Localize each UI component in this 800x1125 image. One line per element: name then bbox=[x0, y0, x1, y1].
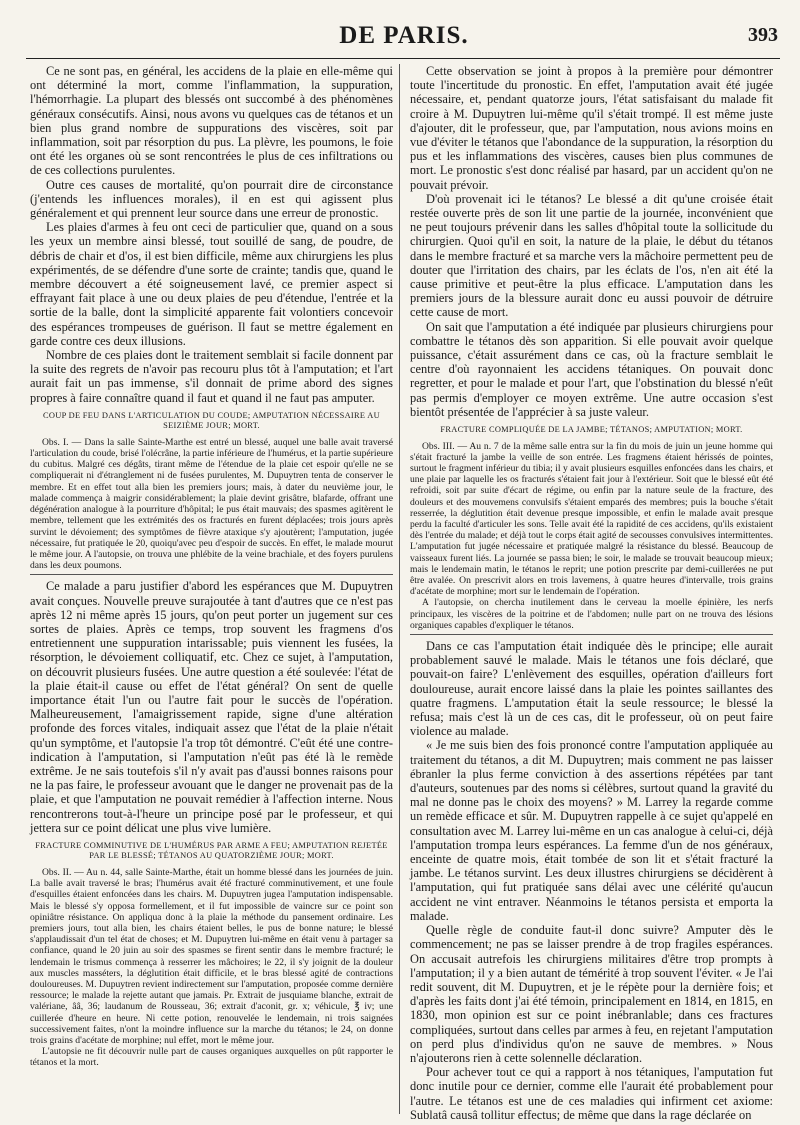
observation-1: Obs. I. — Dans la salle Sainte-Marthe est entré un blessé, auquel une balle avait traversé l'articulation du coude, brisé l'olécrâne, la partie inférieure de l'humérus, et la partie supérieure du cubitus. Malgré ces dégâts, tirant même de l'étendue de la plaie cet espoir qu'elle ne se compliquerait ni d'étranglement ni de fusées purulentes, M. Dupuytren tenta de conserver le membre. Et en effet tout alla bien les premiers jours; mais, à dater du neuvième jour, le malade commença à maigrir considérablement; la plaie devint grisâtre, blafarde, offrant une dégénération analogue à la pourriture d'hôpital; le pus était mauvais; des spasmes agitèrent le membre, tellement que les extrémités des os fracturés en furent déplacées; trois jours après survint le dévoiement; des symptômes de fièvre ataxique s'y ajoutèrent; l'amputation, jugée nécessaire, fut pratiquée le 20, quoiqu'avec peu d'espoir de succès. En effet, le malade mourut le même jour. A l'autopsie, on trouva une phlébite de la veine brachiale, et des foyers purulens dans les deux poumons. bbox=[30, 436, 393, 572]
page-header bbox=[30, 14, 778, 54]
paragraph: On sait que l'amputation a été indiquée par plusieurs chirurgiens pour combattre le tétanos dès son apparition. Si elle pouvait avoir quelque puissance, c'était assurément dans ce cas, où la fracture semblait le centre d'où rayonnaient les accidens tétaniques. On pouvait donc regretter, et pour le malade et pour l'art, que l'obstination du blessé n'eût pas permis d'employer ce moyen extrême. Une autre occasion s'est bientôt présentée de l'apprécier à sa juste valeur. bbox=[410, 319, 773, 419]
divider bbox=[30, 574, 393, 575]
right-column bbox=[410, 64, 773, 1122]
running-title: DE PARIS. bbox=[339, 22, 469, 49]
column-separator bbox=[399, 64, 400, 1114]
observation-3: Obs. III. — Au n. 7 de la même salle entra sur la fin du mois de juin un jeune homme qui s'était fracturé la jambe la veille de son entrée. Les fragmens étaient hérissés de pointes, surtout le fragment inférieur du tibia; il y avait plusieurs esquilles enfoncées dans les chairs, et une plaie par laquelle les os fracturés s'étaient fait jour à l'extérieur. Soit que le blessé eût été refroidi, soit par suite d'écart de régime, ou enfin par la nature seule de la fracture, des douleurs et des mouvemens convulsifs s'étaient emparés des membres; puis la bouche s'était resserrée, la déglutition était devenue presque impossible, et enfin le malade avait presque perdu la faculté d'articuler les sons. Telle avait été la rapidité de ces accidens, qu'ils existaient dès l'entrée du malade; et déjà tout le corps était agité de secousses convulsives intermittentes. L'amputation fut jugée nécessaire et pratiquée malgré la résistance du blessé. Beaucoup de vaisseaux furent liés. La journée se passa bien; le soir, le malade se trouvait beaucoup mieux; mais le lendemain matin, le tétanos le reprit; une potion prescrite par demi-cuillerées ne put être avalée. On prescrivit alors en trois lavemens, à quatre heures d'intervalle, trois grains d'acétate de morphine; mort sur le lendemain de l'opération. bbox=[410, 440, 773, 598]
paragraph: Ce ne sont pas, en général, les accidens de la plaie en elle-même qui ont déterminé la mort, comme l'inflammation, la suppuration, l'hémorrhagie. La plupart des blessés ont succombé à des phénomènes généraux consécutifs. Ainsi, nous avons vu quelques cas de tétanos et un bien plus grand nombre de suppurations des viscères, soit par inflammation, soit par résorption du pus. La plèvre, les poumons, le foie ont été les organes où se sont rencontrées le plus de ces infiltrations ou de ces collections purulentes. bbox=[30, 64, 393, 178]
observation-2: Obs. II. — Au n. 44, salle Sainte-Marthe, était un homme blessé dans les journées de juin. La balle avait traversé le bras; l'humérus avait été fracturé comminutivement, et une foule d'esquilles étaient enfoncées dans les chairs. M. Dupuytren jugea l'amputation indispensable. Mais le blessé s'y opposa formellement, et il fut impossible de vaincre sur ce point son opiniâtre résistance. On appliqua donc à la plaie la méthode du pansement ordinaire. Les premiers jours, tout alla bien, les chairs étaient belles, le pus de bonne nature; le blessé s'applaudissait d'un tel état de choses; et M. Dupuytren lui-même en était venu à partager sa confiance, quand le 20 juin au soir des spasmes se firent sentir dans le membre fracturé; le lendemain le trismus commença à resserrer les mâchoires; le 22, il s'y joignit de la douleur aux muscles masséters, la déglutition était difficile, et le bras blessé agité de contractions douloureuses. M. Dupuytren revient indirectement sur l'amputation, proposée comme dernière ressource; le malade la rejette autant que jamais. Pr. Extrait de jusquiame blanche, extrait de valériane, ââ, 36; laudanum de Rousseau, 36; extrait d'aconit, gr. x; véhicule, ℥ iv; une cuillerée d'heure en heure. Ni cette potion, renouvelée le lendemain, ni trois saignées successivement faites, n'ont la moindre influence sur la marche du tétanos; le 24, on donne trois grains d'acétate de morphine; nul effet, mort le même jour. bbox=[30, 866, 393, 1047]
observation-2-autopsy: L'autopsie ne fit découvrir nulle part de causes organiques auxquelles on pût rapporter le tétanos et la mort. bbox=[30, 1046, 393, 1069]
paragraph: « Je me suis bien des fois prononcé contre l'amputation appliquée au traitement du tétanos, a dit M. Dupuytren; mais comment ne pas laisser ébranler la plus ferme conviction à des assertions répétées par tant d'auteurs, soutenues par des noms si célèbres, surtout quand la gravité du mal ne donne pas le choix des moyens? » M. Larrey la regarde comme un remède efficace et sûr. M. Dupuytren rappelle à ce sujet qu'appelé en consultation avec M. Larrey lui-même en un cas analogue à celui-ci, déjà l'amputation trompa leurs espérances. La femme d'un de nos généraux, enceinte de quatre mois, était tombée de son lit et s'était fracturé la jambe. Le tétanos survint. Les deux illustres chirurgiens se décidèrent à l'amputation, qui fut pratiquée sans délai avec une célérité qu'aucun accident ne vint entraver. Néanmoins le tétanos persista et emporta la malade. bbox=[410, 738, 773, 923]
section-heading-obs-3: FRACTURE COMPLIQUÉE DE LA JAMBE; TÉTANOS; AMPUTATION; MORT. bbox=[440, 425, 743, 435]
paragraph: Nombre de ces plaies dont le traitement semblait si facile donnent par la suite des regrets de n'avoir pas recouru plus tôt à l'amputation; et l'art aurait fait un pas immense, s'il donnait de prime abord des signes propres à faire connaître quand il faut et quand il ne faut pas amputer. bbox=[30, 348, 393, 405]
paragraph: D'où provenait ici le tétanos? Le blessé a dit qu'une croisée était restée ouverte près de son lit une partie de la journée, inconvénient que ne peut toujours prévenir dans les salles d'hôpital toute la sollicitude du chirurgien. Quoi qu'il en soit, la nature de la plaie, le début du tétanos dans le membre fracturé et sa marche vers la mâchoire permettent peu de douter que l'irritation des chairs, par les éclats de l'os, n'en ait été la cause primitive et peut-être la plus efficace. L'amputation dans les premiers jours de la blessure aurait donc eu aussi pouvoir de détruire cette cause de mort. bbox=[410, 191, 773, 320]
section-heading-obs-1: COUP DE FEU DANS L'ARTICULATION DU COUDE; AMPUTATION NÉCESSAIRE AU SEIZIÈME JOUR; MORT. bbox=[43, 410, 380, 431]
divider bbox=[410, 634, 773, 635]
header-rule bbox=[26, 58, 780, 59]
left-column bbox=[30, 64, 393, 1114]
paragraph: Outre ces causes de mortalité, qu'on pourrait dire de circonstance (j'entends les influences morales), il en est qui agissent plus généralement et qui prennent leur source dans une erreur de pronostic. bbox=[30, 177, 393, 221]
section-heading-obs-2: FRACTURE COMMINUTIVE DE L'HUMÉRUS PAR ARME A FEU; AMPUTATION REJETÉE PAR LE BLESSÉ; TÉTANOS AU QUATORZIÈME JOUR; MORT. bbox=[35, 840, 388, 861]
paragraph: Les plaies d'armes à feu ont ceci de particulier que, quand on a sous les yeux un membre ainsi blessé, tout souillé de sang, de poudre, de débris de chair et d'os, il est bien difficile, même aux chirurgiens les plus expérimentés, de se défendre d'une sorte de crainte; tandis que, quand le membre découvert a été soigneusement lavé, ce premier aspect si effrayant fait place à une ou deux plaies de peu d'étendue, l'entrée et la sortie de la balle, dont la simplicité apparente fait volontiers concevoir des espérances trompeuses de guérison. Il faut se mettre également en garde contre ces deux illusions. bbox=[30, 220, 393, 348]
observation-3-autopsy: A l'autopsie, on chercha inutilement dans le cerveau la moelle épinière, les nerfs principaux, les viscères de la poitrine et de l'abdomen; nulle part on ne trouva des lésions organiques capables d'expliquer le tétanos. bbox=[410, 597, 773, 631]
page-number: 393 bbox=[748, 24, 778, 46]
paragraph: Ce malade a paru justifier d'abord les espérances que M. Dupuytren avait conçues. Nouvelle preuve surajoutée à tant d'autres que ce n'est pas après 12 ni même après 15 jours, qu'on peut porter un jugement sur ces sortes de plaies. Après ce temps, trop souvent les fragmens d'os entretiennent une suppuration intarissable; puis viennent les fusées, la résorption, le dévoiement colliquatif, etc. Chez ce sujet, à l'amputation, on découvrit plusieurs fusées. Une autre question a été soulevée: l'état de la plaie était-il cause ou effet de l'état général? On sent de quelle importance était l'un ou l'autre fait pour le succès de l'opération. Malheureusement, l'amaigrissement rapide, signe d'une altération profonde des forces vitales, indiquait assez que l'état de la plaie n'était qu'un symptôme, et l'autopsie l'a trop tôt démontré. C'eût été une contre-indication à l'amputation, si l'amputation n'eût pas été là le remède extrême. Je ne sais toutefois s'il n'y avait pas d'aussi bonnes raisons pour ne la pas faire, le professeur avouant que le danger ne provenait pas de la plaie, et que l'amputation ne pouvait remédier à l'affection interne. Nous rencontrerons tout-à-l'heure un principe posé par le professeur, et qui jettera sur ce point délicat une plus vive lumière. bbox=[30, 579, 393, 835]
paragraph: Quelle règle de conduite faut-il donc suivre? Amputer dès le commencement; ne pas se laisser prendre à de trop fragiles espérances. On accusait autrefois les chirurgiens militaires d'être trop prompts à l'amputation; il y a bien autant de témérité à trop souvent l'éviter. « Je l'ai redit souvent, dit M. Dupuytren, et je le répète pour la dernière fois; et d'après les faits dont j'ai été témoin, principalement en 1814, en 1815, en 1830, mon opinion est sur ce point inébranlable; dans ces fractures compliquées, surtout dans celles par armes à feu, en rejetant l'amputation on perd plus d'individus qu'on ne sauve de membres. » Nous n'ajouterons rien à cette solennelle déclaration. bbox=[410, 923, 773, 1065]
paragraph: Pour achever tout ce qui a rapport à nos tétaniques, l'amputation fut donc inutile pour ce dernier, comme elle l'aurait été probablement pour l'autre. Le tétanos est une de ces maladies qui infirment cet axiome: Sublatâ causâ tollitur effectus; de même que dans la rage déclarée on bbox=[410, 1065, 773, 1122]
paragraph: Cette observation se joint à propos à la première pour démontrer toute l'incertitude du pronostic. En effet, l'amputation avait été jugée nécessaire, et, pendant quatorze jours, l'état satisfaisant du malade fit croire à M. Dupuytren lui-même qu'il s'était trompé. Il est même juste d'ajouter, dit le professeur, que, par l'amputation, nous avions moins en vue d'éviter le tétanos que l'abondance de la suppuration, la résorption du pus et les inflammations des viscères, causes bien plus communes de mort. Le pronostic s'est donc réalisé par hasard, par un accident qu'on ne pouvait prévoir. bbox=[410, 64, 773, 192]
paragraph: Dans ce cas l'amputation était indiquée dès le principe; elle aurait probablement sauvé le malade. Mais le tétanos une fois déclaré, que pouvait-on faire? L'enlèvement des esquilles, opération d'ailleurs fort douloureuse, aurait encore laissé dans la plaie les pointes saillantes des quatre fragmens. L'amputation était la seule ressource; le blessé la refusa; mais c'est là un de ces cas, dit le professeur, où on peut faire violence au malade. bbox=[410, 639, 773, 739]
